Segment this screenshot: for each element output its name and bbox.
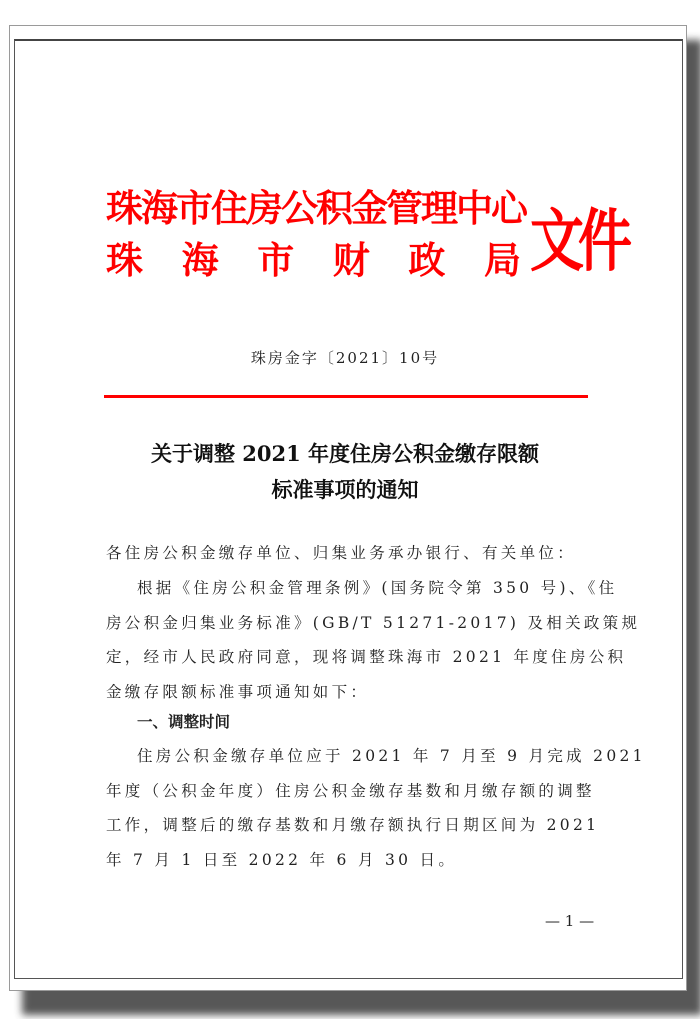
issuer-char: 局 [483,238,521,282]
issuer-line-1: 珠海市住房公积金管理中心 [106,186,526,230]
paragraph-line: 定，经市人民政府同意，现将调整珠海市 2021 年度住房公积 [106,648,627,666]
paragraph-line: 住房公积金缴存单位应于 2021 年 7 月至 9 月完成 2021 [137,747,646,765]
paragraph-line: 年度（公积金年度）住房公积金缴存基数和月缴存额的调整 [106,782,595,800]
paragraph-line: 工作，调整后的缴存基数和月缴存额执行日期区间为 2021 [106,816,600,834]
paragraph-line: 金缴存限额标准事项通知如下： [106,683,370,701]
paragraph-line: 房公积金归集业务标准》(GB/T 51271-2017) 及相关政策规 [106,614,641,632]
document-number: 珠房金字〔2021〕10号 [250,349,440,367]
paragraph-line: 根据《住房公积金管理条例》(国务院令第 350 号)、《住 [137,579,618,597]
document-type-label: 文件 [530,200,626,281]
paragraph-line: 年 7 月 1 日至 2022 年 6 月 30 日。 [106,851,458,869]
page-number: — 1 — [545,912,595,930]
issuer-char: 海 [181,238,219,282]
issuer-char: 珠 [106,238,143,282]
salutation: 各住房公积金缴存单位、归集业务承办银行、有关单位： [106,544,577,562]
section-heading: 一、调整时间 [137,713,231,731]
document-title-line-1: 关于调整 2021 年度住房公积金缴存限额 [150,441,540,466]
issuer-char: 政 [408,238,446,282]
document-title-line-2: 标准事项的通知 [271,477,419,502]
issuer-char: 财 [332,238,370,282]
issuer-char: 市 [257,238,295,282]
issuer-line-2 [106,230,521,284]
red-divider [104,395,588,398]
